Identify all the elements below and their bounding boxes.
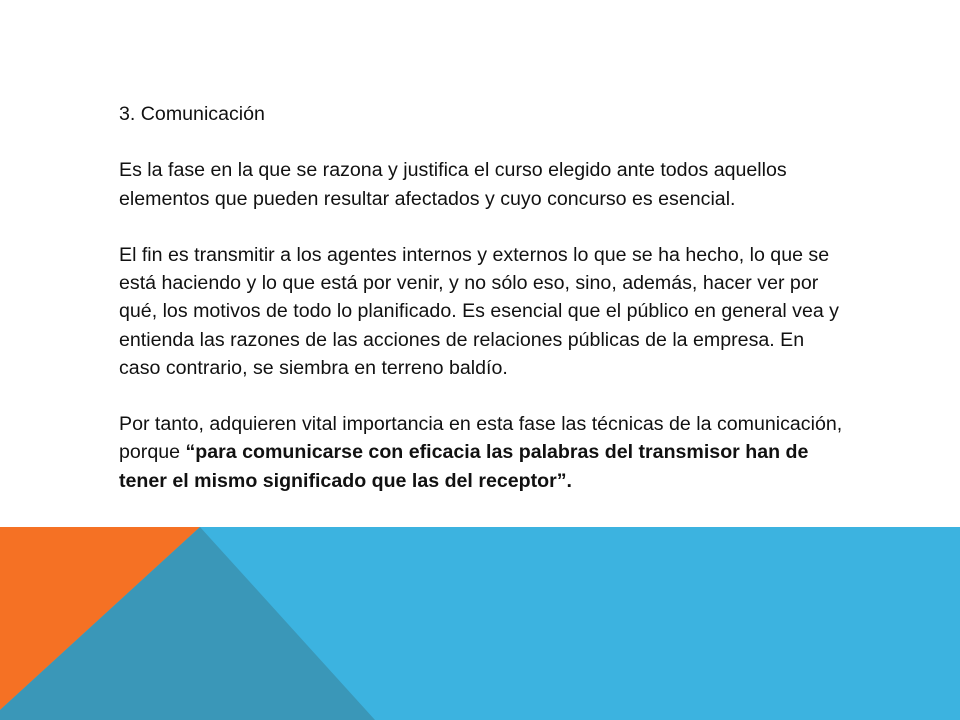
- paragraph-definition: Es la fase en la que se razona y justifica el curso elegido ante todos aquellos elementos que pueden resultar afectados y cuyo concurso es esencial.: [119, 159, 787, 210]
- section-heading: 3. Comunicación: [119, 103, 265, 125]
- text-content: [119, 100, 849, 495]
- conclusion-quote: “para comunicarse con eficacia las palabras del transmisor han de tener el mismo significado que las del receptor”.: [119, 441, 809, 492]
- paragraph-conclusion: [119, 410, 849, 495]
- conclusion-intro: Por tanto, adquieren vital importancia en esta fase las técnicas de la comunicación, porque: [119, 413, 843, 464]
- paragraph-purpose: El fin es transmitir a los agentes internos y externos lo que se ha hecho, lo que se está haciendo y lo que está por venir, y no sólo eso, sino, además, hacer ver por qué, los motivos de todo lo planificado. Es esencial que el público en general vea y entienda las razones de las acciones de relaciones públicas de la empresa. En caso contrario, se siembra en terreno baldío.: [119, 243, 839, 379]
